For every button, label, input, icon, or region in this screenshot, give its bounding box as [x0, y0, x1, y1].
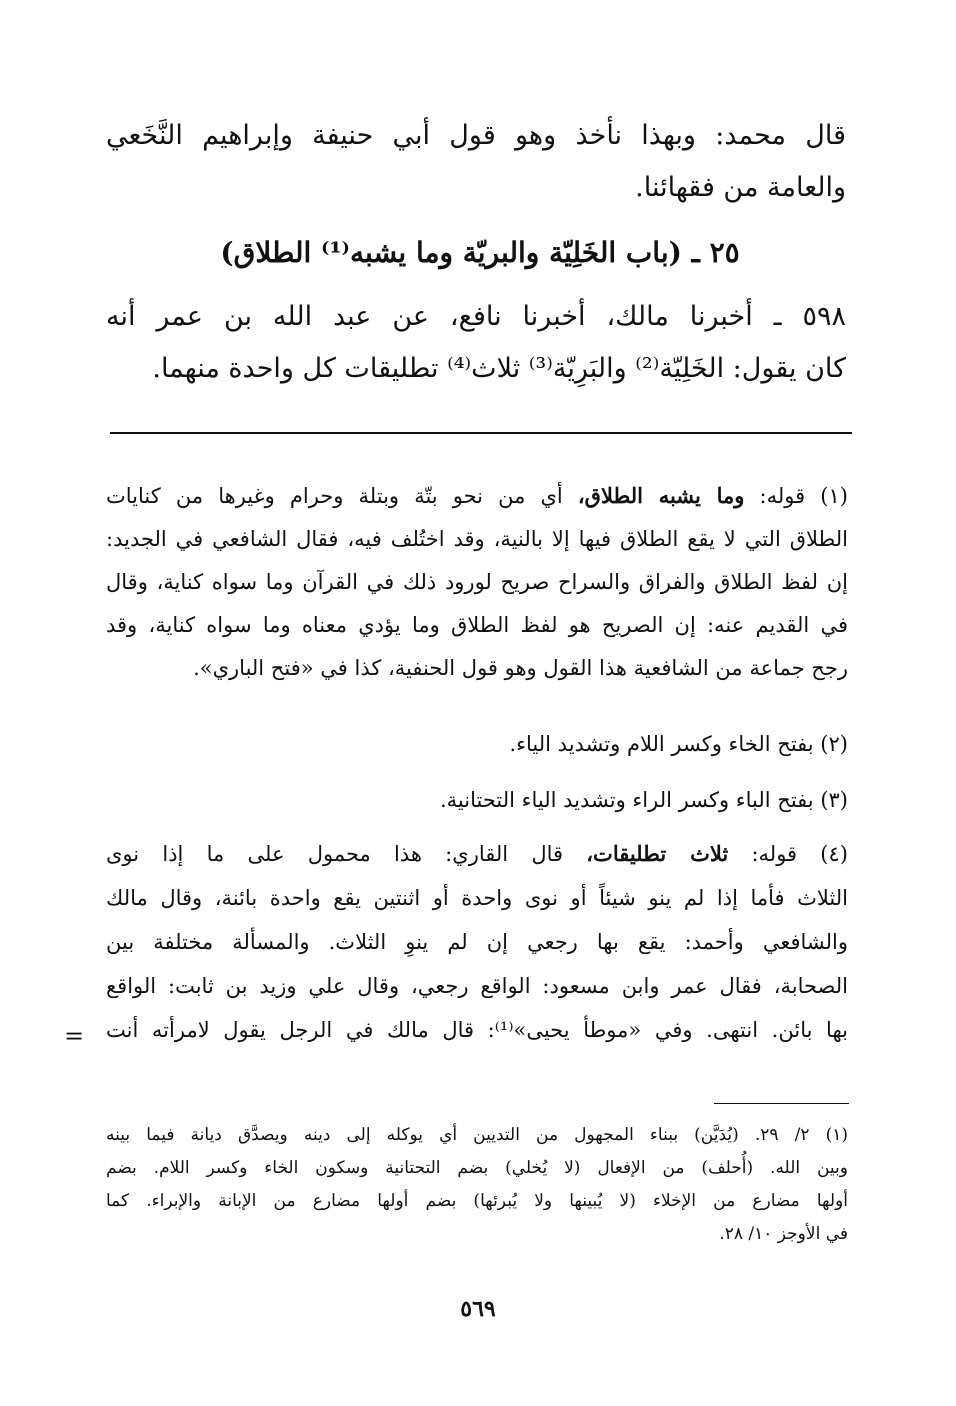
continuation-mark: = — [64, 1022, 85, 1050]
footnote-divider — [110, 432, 852, 434]
footnote-line: (٢) بفتح الخاء وكسر اللام وتشديد الياء. — [509, 732, 848, 756]
footnote-lemma: ثلاث تطليقات، — [586, 841, 729, 866]
footnote-text: أي من نحو بتّة وبتلة وحرام وغيرها من كنايات — [106, 484, 578, 508]
subfootnote-divider — [714, 1103, 849, 1104]
main-text-line: والعامة من فقهائنا. — [635, 172, 846, 203]
footnote-marker: (٤) قوله: — [728, 842, 848, 866]
footnote-line — [106, 477, 848, 515]
subfootnote-line: (١) ٢/ ٢٩. (يُدَيَّن) ببناء المجهول من التديين أي يوكله إلى دينه ويصدَّق ديانة فيما بينه — [106, 1125, 848, 1145]
footnote-line: إن لفظ الطلاق والفراق والسراح صريح لورود ذلك في القرآن وما سواه كناية، وقال — [106, 570, 848, 594]
subfootnote-line: أولها مضارع من الإخلاء (لا يُبينها ولا يُبرئها) بضم أولها مضارع من الإبانة والإبراء. كما — [106, 1191, 848, 1211]
footnote-line: الصحابة، فقال عمر وابن مسعود: الواقع رجعي، وقال علي وزيد بن ثابت: الواقع — [106, 974, 848, 998]
subfootnote-line: في الأوجز ١٠/ ٢٨. — [719, 1224, 848, 1244]
main-text-line: قال محمد: وبهذا نأخذ وهو قول أبي حنيفة وإبراهيم النَّخَعي — [106, 120, 846, 151]
footnote-line: (٣) بفتح الباء وكسر الراء وتشديد الياء التحتانية. — [439, 788, 848, 812]
page-number: ٥٦٩ — [460, 1296, 496, 1322]
footnote-text: قال القاري: هذا محمول على ما إذا نوى — [106, 842, 587, 866]
footnote-marker: (١) قوله: — [744, 484, 848, 508]
main-text-line: ٥٩٨ ـ أخبرنا مالك، أخبرنا نافع، عن عبد الله بن عمر أنه — [106, 301, 846, 332]
footnote-line: في القديم عنه: إن الصريح هو لفظ الطلاق وما يؤدي معناه وما سواه كناية، وقد — [106, 613, 848, 637]
footnote-line: بها بائن. انتهى. وفي «موطأ يحيى»⁽¹⁾: قال مالك في الرجل يقول لامرأته أنت — [106, 1018, 848, 1042]
footnote-line: رجح جماعة من الشافعية هذا القول وهو قول الحنفية، كذا في «فتح الباري». — [193, 656, 848, 680]
footnote-line: والشافعي وأحمد: يقع بها رجعي إن لم ينوِ الثلاث. والمسألة مختلفة بين — [106, 930, 848, 954]
footnote-line: الثلاث فأما إذا لم ينو شيئاً أو نوى واحدة أو اثنتين يقع واحدة بائنة، وقال مالك — [106, 886, 848, 910]
chapter-heading: ٢٥ ـ (باب الخَلِيّة والبريّة وما يشبه⁽¹⁾ الطلاق) — [220, 236, 740, 269]
footnote-line: الطلاق التي لا يقع الطلاق فيها إلا بالنية، وقد اختُلف فيه، فقال الشافعي في الجديد: — [106, 527, 848, 551]
main-text-line: كان يقول: الخَلِيّة⁽²⁾ والبَرِيّة⁽³⁾ ثلاث⁽⁴⁾ تطليقات كل واحدة منهما. — [152, 353, 846, 384]
subfootnote-line: وبين الله. (أُحلف) من الإفعال (لا يُخلي) بضم التحتانية وسكون الخاء وكسر اللام. بضم — [106, 1158, 848, 1178]
footnote-line — [106, 835, 848, 873]
footnote-lemma: وما يشبه الطلاق، — [577, 483, 745, 508]
